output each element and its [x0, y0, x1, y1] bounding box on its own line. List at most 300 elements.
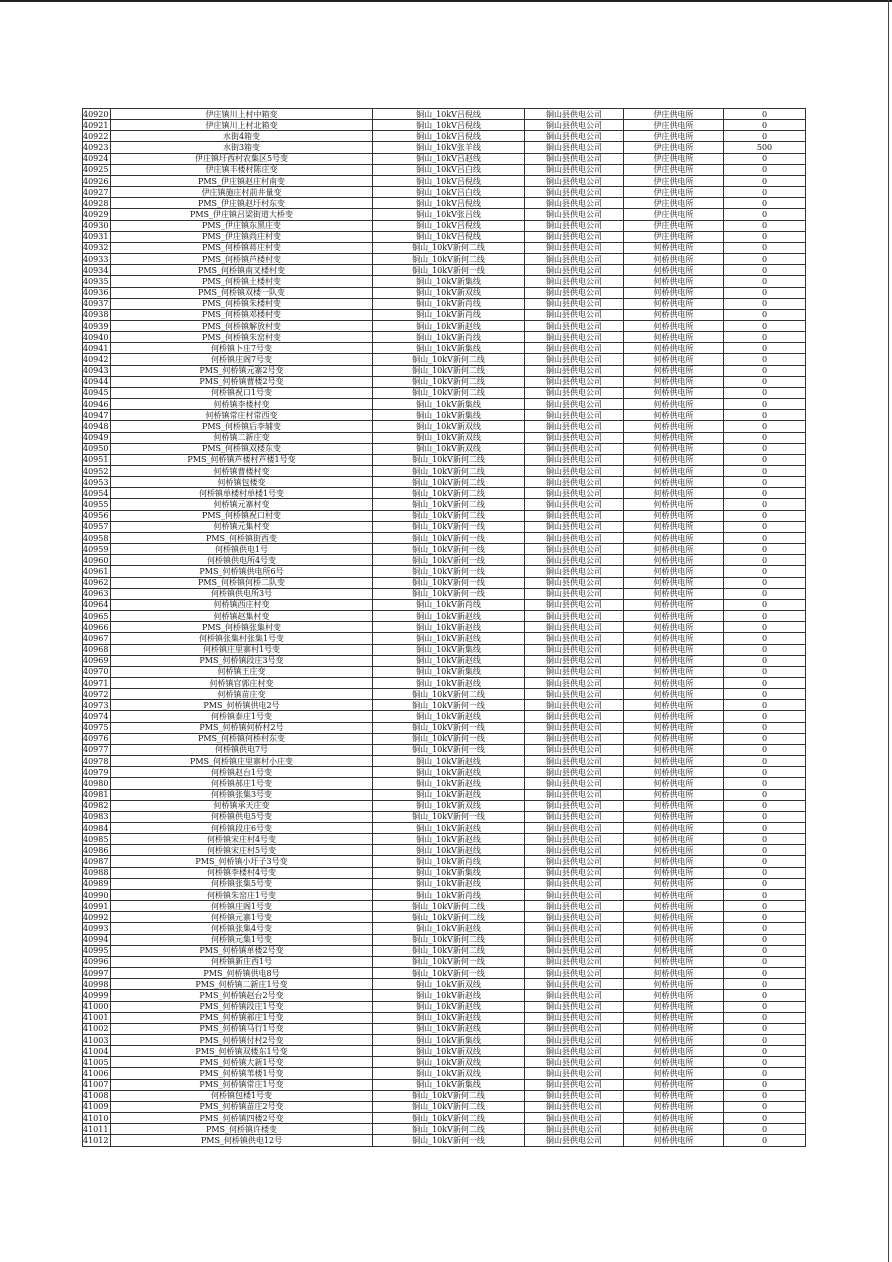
company-name: 铜山县供电公司	[525, 298, 624, 309]
feeder-line: 铜山_10kV新何一线	[373, 265, 525, 276]
transformer-name: 何桥镇卜庄7号变	[111, 343, 373, 354]
row-id: 40922	[83, 131, 111, 142]
row-id: 40967	[83, 633, 111, 644]
table-row	[83, 990, 806, 1001]
table-row	[83, 488, 806, 499]
company-name: 铜山县供电公司	[525, 956, 624, 967]
station-name: 何桥供电所	[624, 979, 724, 990]
company-name: 铜山县供电公司	[525, 666, 624, 677]
table-row	[83, 477, 806, 488]
feeder-line: 铜山_10kV新肖线	[373, 298, 525, 309]
feeder-line: 铜山_10kV新双线	[373, 800, 525, 811]
row-id: 40974	[83, 711, 111, 722]
station-name: 何桥供电所	[624, 477, 724, 488]
feeder-line: 铜山_10kV新何一线	[373, 588, 525, 599]
capacity-value: 0	[724, 466, 806, 477]
feeder-line: 铜山_10kV新双线	[373, 1046, 525, 1057]
feeder-line: 铜山_10kV新何二线	[373, 510, 525, 521]
capacity-value: 0	[724, 410, 806, 421]
right-border-line	[888, 0, 889, 1262]
table-row	[83, 354, 806, 365]
station-name: 何桥供电所	[624, 733, 724, 744]
table-row	[83, 666, 806, 677]
transformer-name: 何桥镇庄阁7号变	[111, 354, 373, 365]
capacity-value: 0	[724, 990, 806, 1001]
feeder-line: 铜山_10kV新集线	[373, 276, 525, 287]
station-name: 何桥供电所	[624, 912, 724, 923]
company-name: 铜山县供电公司	[525, 912, 624, 923]
transformer-name: 何桥镇元集1号变	[111, 934, 373, 945]
company-name: 铜山县供电公司	[525, 499, 624, 510]
top-border-line	[0, 0, 892, 2]
row-id: 40993	[83, 923, 111, 934]
table-row	[83, 878, 806, 889]
feeder-line: 铜山_10kV新何二线	[373, 365, 525, 376]
row-id: 41007	[83, 1079, 111, 1090]
table-row	[83, 800, 806, 811]
station-name: 伊庄供电所	[624, 153, 724, 164]
station-name: 伊庄供电所	[624, 131, 724, 142]
station-name: 伊庄供电所	[624, 209, 724, 220]
station-name: 何桥供电所	[624, 889, 724, 900]
row-id: 40925	[83, 164, 111, 175]
station-name: 何桥供电所	[624, 421, 724, 432]
table-row	[83, 265, 806, 276]
capacity-value: 0	[724, 1046, 806, 1057]
transformer-name: PMS_何桥镇四楼2号变	[111, 1113, 373, 1124]
feeder-line: 铜山_10kV新赵线	[373, 756, 525, 767]
company-name: 铜山县供电公司	[525, 287, 624, 298]
feeder-line: 铜山_10kV吕倪线	[373, 109, 525, 120]
company-name: 铜山县供电公司	[525, 599, 624, 610]
transformer-table-body	[83, 109, 806, 1147]
capacity-value: 0	[724, 979, 806, 990]
station-name: 何桥供电所	[624, 677, 724, 688]
transformer-name: PMS_何桥镇供电8号	[111, 968, 373, 979]
capacity-value: 0	[724, 878, 806, 889]
transformer-name: 何桥镇供电1号	[111, 544, 373, 555]
capacity-value: 0	[724, 555, 806, 566]
table-row	[83, 756, 806, 767]
capacity-value: 0	[724, 298, 806, 309]
capacity-value: 0	[724, 432, 806, 443]
feeder-line: 铜山_10kV吕倪线	[373, 220, 525, 231]
table-row	[83, 811, 806, 822]
capacity-value: 0	[724, 789, 806, 800]
station-name: 何桥供电所	[624, 823, 724, 834]
company-name: 铜山县供电公司	[525, 410, 624, 421]
station-name: 何桥供电所	[624, 566, 724, 577]
transformer-name: 何桥镇泰庄1号变	[111, 711, 373, 722]
station-name: 何桥供电所	[624, 265, 724, 276]
capacity-value: 0	[724, 276, 806, 287]
company-name: 铜山县供电公司	[525, 399, 624, 410]
table-row	[83, 566, 806, 577]
transformer-name: PMS_何桥镇芦楼村芦楼1号变	[111, 454, 373, 465]
feeder-line: 铜山_10kV新何二线	[373, 901, 525, 912]
station-name: 伊庄供电所	[624, 142, 724, 153]
transformer-name: PMS_何桥镇赵台2号变	[111, 990, 373, 1001]
feeder-line: 铜山_10kV新赵线	[373, 633, 525, 644]
row-id: 40924	[83, 153, 111, 164]
transformer-name: 何桥镇元寨1号变	[111, 912, 373, 923]
transformer-name: PMS_何桥镇付村2号变	[111, 1034, 373, 1045]
table-row	[83, 421, 806, 432]
feeder-line: 铜山_10kV新赵线	[373, 611, 525, 622]
feeder-line: 铜山_10kV新集线	[373, 666, 525, 677]
capacity-value: 0	[724, 655, 806, 666]
company-name: 铜山县供电公司	[525, 689, 624, 700]
table-row	[83, 1090, 806, 1101]
transformer-name: PMS_何桥镇朱窑村变	[111, 332, 373, 343]
table-row	[83, 856, 806, 867]
transformer-name: 何桥镇单楼村单楼1号变	[111, 488, 373, 499]
company-name: 铜山县供电公司	[525, 187, 624, 198]
company-name: 铜山县供电公司	[525, 644, 624, 655]
station-name: 何桥供电所	[624, 1001, 724, 1012]
capacity-value: 0	[724, 912, 806, 923]
company-name: 铜山县供电公司	[525, 1012, 624, 1023]
capacity-value: 0	[724, 443, 806, 454]
feeder-line: 铜山_10kV新赵线	[373, 834, 525, 845]
company-name: 铜山县供电公司	[525, 555, 624, 566]
row-id: 40973	[83, 700, 111, 711]
row-id: 40933	[83, 254, 111, 265]
table-row	[83, 744, 806, 755]
capacity-value: 0	[724, 767, 806, 778]
station-name: 何桥供电所	[624, 700, 724, 711]
feeder-line: 铜山_10kV新双线	[373, 1068, 525, 1079]
company-name: 铜山县供电公司	[525, 443, 624, 454]
feeder-line: 铜山_10kV新赵线	[373, 677, 525, 688]
row-id: 40951	[83, 454, 111, 465]
row-id: 40991	[83, 901, 111, 912]
table-row	[83, 175, 806, 186]
feeder-line: 铜山_10kV新赵线	[373, 622, 525, 633]
company-name: 铜山县供电公司	[525, 1068, 624, 1079]
station-name: 何桥供电所	[624, 454, 724, 465]
transformer-name: 何桥镇张集5号变	[111, 878, 373, 889]
feeder-line: 铜山_10kV新集线	[373, 410, 525, 421]
company-name: 铜山县供电公司	[525, 332, 624, 343]
table-row	[83, 1068, 806, 1079]
row-id: 40995	[83, 945, 111, 956]
transformer-name: PMS_何桥镇供电2号	[111, 700, 373, 711]
transformer-name: 何桥镇宋庄村4号变	[111, 834, 373, 845]
capacity-value: 0	[724, 1068, 806, 1079]
station-name: 何桥供电所	[624, 1057, 724, 1068]
row-id: 40986	[83, 845, 111, 856]
transformer-table	[82, 108, 806, 1147]
row-id: 40985	[83, 834, 111, 845]
station-name: 何桥供电所	[624, 298, 724, 309]
station-name: 何桥供电所	[624, 655, 724, 666]
station-name: 何桥供电所	[624, 722, 724, 733]
station-name: 何桥供电所	[624, 320, 724, 331]
row-id: 40997	[83, 968, 111, 979]
company-name: 铜山县供电公司	[525, 521, 624, 532]
company-name: 铜山县供电公司	[525, 544, 624, 555]
feeder-line: 铜山_10kV新赵线	[373, 923, 525, 934]
transformer-name: 何桥镇庄阁1号变	[111, 901, 373, 912]
transformer-name: 何桥镇郝庄1号变	[111, 778, 373, 789]
transformer-name: PMS_何桥镇邓楼村变	[111, 309, 373, 320]
feeder-line: 铜山_10kV新何一线	[373, 744, 525, 755]
feeder-line: 铜山_10kV新何一线	[373, 1135, 525, 1146]
transformer-name: 何桥镇供电5号变	[111, 811, 373, 822]
transformer-name: 何桥镇包楼1号变	[111, 1090, 373, 1101]
row-id: 40952	[83, 466, 111, 477]
row-id: 40920	[83, 109, 111, 120]
capacity-value: 0	[724, 689, 806, 700]
capacity-value: 500	[724, 142, 806, 153]
row-id: 40962	[83, 577, 111, 588]
table-row	[83, 332, 806, 343]
company-name: 铜山县供电公司	[525, 934, 624, 945]
capacity-value: 0	[724, 778, 806, 789]
company-name: 铜山县供电公司	[525, 209, 624, 220]
capacity-value: 0	[724, 1101, 806, 1112]
company-name: 铜山县供电公司	[525, 231, 624, 242]
transformer-name: 何桥镇西庄村变	[111, 599, 373, 610]
table-row	[83, 387, 806, 398]
capacity-value: 0	[724, 544, 806, 555]
table-row	[83, 611, 806, 622]
feeder-line: 铜山_10kV新双线	[373, 421, 525, 432]
feeder-line: 铜山_10kV新何一线	[373, 811, 525, 822]
capacity-value: 0	[724, 399, 806, 410]
company-name: 铜山县供电公司	[525, 577, 624, 588]
row-id: 40969	[83, 655, 111, 666]
row-id: 40972	[83, 689, 111, 700]
feeder-line: 铜山_10kV新何二线	[373, 454, 525, 465]
feeder-line: 铜山_10kV新何二线	[373, 934, 525, 945]
capacity-value: 0	[724, 175, 806, 186]
station-name: 何桥供电所	[624, 365, 724, 376]
table-row	[83, 622, 806, 633]
table-row	[83, 945, 806, 956]
transformer-name: PMS_伊庄镇吕梁街道大桥变	[111, 209, 373, 220]
table-row	[83, 834, 806, 845]
station-name: 何桥供电所	[624, 867, 724, 878]
company-name: 铜山县供电公司	[525, 109, 624, 120]
station-name: 何桥供电所	[624, 778, 724, 789]
row-id: 40989	[83, 878, 111, 889]
row-id: 41005	[83, 1057, 111, 1068]
station-name: 何桥供电所	[624, 945, 724, 956]
capacity-value: 0	[724, 756, 806, 767]
transformer-name: PMS_何桥镇苇楼1号变	[111, 1068, 373, 1079]
capacity-value: 0	[724, 666, 806, 677]
capacity-value: 0	[724, 644, 806, 655]
capacity-value: 0	[724, 856, 806, 867]
feeder-line: 铜山_10kV吕倪线	[373, 131, 525, 142]
table-row	[83, 901, 806, 912]
company-name: 铜山县供电公司	[525, 265, 624, 276]
company-name: 铜山县供电公司	[525, 343, 624, 354]
table-row	[83, 778, 806, 789]
feeder-line: 铜山_10kV新何二线	[373, 242, 525, 253]
capacity-value: 0	[724, 1135, 806, 1146]
station-name: 何桥供电所	[624, 834, 724, 845]
table-row	[83, 588, 806, 599]
row-id: 40928	[83, 198, 111, 209]
row-id: 40999	[83, 990, 111, 1001]
capacity-value: 0	[724, 700, 806, 711]
table-row	[83, 655, 806, 666]
capacity-value: 0	[724, 510, 806, 521]
feeder-line: 铜山_10kV新赵线	[373, 711, 525, 722]
transformer-name: PMS_何桥镇许楼变	[111, 1124, 373, 1135]
row-id: 40932	[83, 242, 111, 253]
table-row	[83, 722, 806, 733]
feeder-line: 铜山_10kV新何一线	[373, 968, 525, 979]
capacity-value: 0	[724, 599, 806, 610]
feeder-line: 铜山_10kV吕倪线	[373, 175, 525, 186]
table-row	[83, 934, 806, 945]
company-name: 铜山县供电公司	[525, 488, 624, 499]
company-name: 铜山县供电公司	[525, 532, 624, 543]
transformer-name: 何桥镇朱窑庄1号变	[111, 889, 373, 900]
transformer-name: PMS_伊庄镇尚庄村变	[111, 231, 373, 242]
row-id: 40979	[83, 767, 111, 778]
row-id: 40953	[83, 477, 111, 488]
table-row	[83, 142, 806, 153]
company-name: 铜山县供电公司	[525, 588, 624, 599]
transformer-name: PMS_何桥镇蒋庄村变	[111, 242, 373, 253]
table-row	[83, 968, 806, 979]
transformer-name: PMS_何桥镇何桥村2号	[111, 722, 373, 733]
company-name: 铜山县供电公司	[525, 142, 624, 153]
company-name: 铜山县供电公司	[525, 979, 624, 990]
capacity-value: 0	[724, 722, 806, 733]
company-name: 铜山县供电公司	[525, 432, 624, 443]
station-name: 何桥供电所	[624, 588, 724, 599]
company-name: 铜山县供电公司	[525, 566, 624, 577]
company-name: 铜山县供电公司	[525, 789, 624, 800]
capacity-value: 0	[724, 488, 806, 499]
row-id: 41010	[83, 1113, 111, 1124]
company-name: 铜山县供电公司	[525, 901, 624, 912]
feeder-line: 铜山_10kV新何二线	[373, 376, 525, 387]
station-name: 何桥供电所	[624, 466, 724, 477]
table-row	[83, 555, 806, 566]
feeder-line: 铜山_10kV新何一线	[373, 700, 525, 711]
company-name: 铜山县供电公司	[525, 120, 624, 131]
table-row	[83, 789, 806, 800]
company-name: 铜山县供电公司	[525, 700, 624, 711]
transformer-name: PMS_何桥镇郝庄1号变	[111, 1012, 373, 1023]
company-name: 铜山县供电公司	[525, 1113, 624, 1124]
row-id: 40970	[83, 666, 111, 677]
row-id: 40921	[83, 120, 111, 131]
station-name: 何桥供电所	[624, 387, 724, 398]
station-name: 何桥供电所	[624, 555, 724, 566]
table-row	[83, 700, 806, 711]
capacity-value: 0	[724, 153, 806, 164]
company-name: 铜山县供电公司	[525, 867, 624, 878]
feeder-line: 铜山_10kV新双线	[373, 287, 525, 298]
row-id: 41003	[83, 1034, 111, 1045]
row-id: 41008	[83, 1090, 111, 1101]
capacity-value: 0	[724, 1057, 806, 1068]
row-id: 41006	[83, 1068, 111, 1079]
capacity-value: 0	[724, 733, 806, 744]
row-id: 40983	[83, 811, 111, 822]
station-name: 何桥供电所	[624, 1124, 724, 1135]
transformer-name: PMS_何桥镇常庄1号变	[111, 1079, 373, 1090]
transformer-name: 何桥镇赵集村变	[111, 611, 373, 622]
feeder-line: 铜山_10kV新集线	[373, 1034, 525, 1045]
row-id: 40944	[83, 376, 111, 387]
table-row	[83, 164, 806, 175]
station-name: 何桥供电所	[624, 410, 724, 421]
company-name: 铜山县供电公司	[525, 153, 624, 164]
table-row	[83, 376, 806, 387]
row-id: 40938	[83, 309, 111, 320]
transformer-name: PMS_何桥镇小圩子3号变	[111, 856, 373, 867]
station-name: 伊庄供电所	[624, 164, 724, 175]
transformer-name: 何桥镇元集村变	[111, 521, 373, 532]
table-row	[83, 153, 806, 164]
transformer-name: PMS_何桥镇大新1号变	[111, 1057, 373, 1068]
feeder-line: 铜山_10kV新赵线	[373, 845, 525, 856]
company-name: 铜山县供电公司	[525, 756, 624, 767]
capacity-value: 0	[724, 332, 806, 343]
row-id: 40946	[83, 399, 111, 410]
station-name: 伊庄供电所	[624, 120, 724, 131]
feeder-line: 铜山_10kV新赵线	[373, 1012, 525, 1023]
table-row	[83, 131, 806, 142]
station-name: 何桥供电所	[624, 611, 724, 622]
company-name: 铜山县供电公司	[525, 655, 624, 666]
row-id: 40977	[83, 744, 111, 755]
feeder-line: 铜山_10kV新集线	[373, 343, 525, 354]
row-id: 40950	[83, 443, 111, 454]
row-id: 40978	[83, 756, 111, 767]
company-name: 铜山县供电公司	[525, 1079, 624, 1090]
station-name: 伊庄供电所	[624, 175, 724, 186]
transformer-name: PMS_何桥镇土楼村变	[111, 276, 373, 287]
table-row	[83, 1135, 806, 1146]
table-row	[83, 242, 806, 253]
feeder-line: 铜山_10kV吕白线	[373, 164, 525, 175]
table-row	[83, 209, 806, 220]
row-id: 40960	[83, 555, 111, 566]
company-name: 铜山县供电公司	[525, 677, 624, 688]
station-name: 何桥供电所	[624, 544, 724, 555]
company-name: 铜山县供电公司	[525, 320, 624, 331]
transformer-name: PMS_何桥镇元寨2号变	[111, 365, 373, 376]
transformer-name: 何桥镇常庄村常西变	[111, 410, 373, 421]
transformer-name: PMS_伊庄镇东黑庄变	[111, 220, 373, 231]
capacity-value: 0	[724, 309, 806, 320]
row-id: 41012	[83, 1135, 111, 1146]
table-row	[83, 956, 806, 967]
table-row	[83, 320, 806, 331]
company-name: 铜山县供电公司	[525, 845, 624, 856]
row-id: 41000	[83, 1001, 111, 1012]
feeder-line: 铜山_10kV新何二线	[373, 499, 525, 510]
transformer-name: PMS_何桥镇何桥二队变	[111, 577, 373, 588]
capacity-value: 0	[724, 889, 806, 900]
station-name: 何桥供电所	[624, 1034, 724, 1045]
feeder-line: 铜山_10kV新集线	[373, 644, 525, 655]
transformer-name: 何桥镇祝口1号变	[111, 387, 373, 398]
capacity-value: 0	[724, 242, 806, 253]
transformer-name: PMS_何桥镇朱楼村变	[111, 298, 373, 309]
company-name: 铜山县供电公司	[525, 990, 624, 1001]
